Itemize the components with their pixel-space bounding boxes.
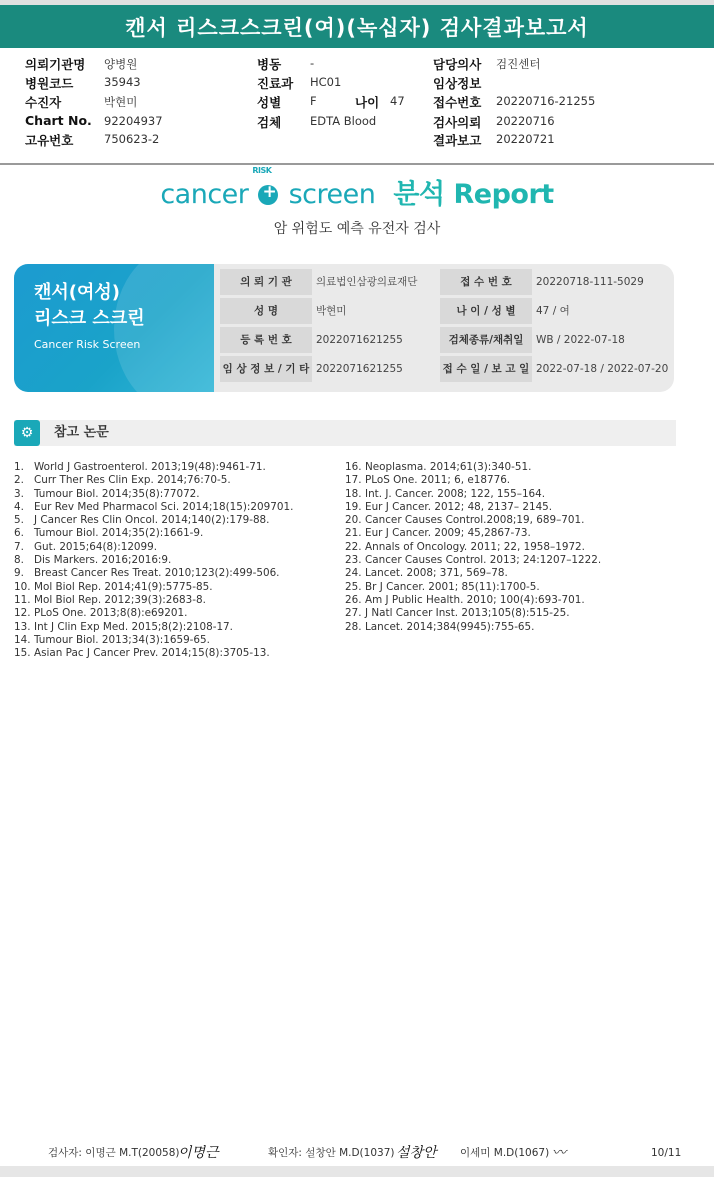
age-value: 47 bbox=[390, 94, 405, 108]
info-label: 병동 bbox=[257, 57, 282, 72]
info-value: 20220716-21255 bbox=[496, 94, 596, 108]
grid-label: 검체종류/채취일 bbox=[440, 327, 532, 353]
reference-text: Mol Biol Rep. 2014;41(9):5775-85. bbox=[34, 580, 213, 593]
confirmer-signature: 설창안 bbox=[396, 1145, 437, 1161]
second-confirmer-signature: 〰 bbox=[552, 1145, 566, 1161]
reference-item bbox=[345, 621, 601, 634]
reference-text: Lancet. 2014;384(9945):755-65. bbox=[365, 620, 535, 633]
reference-item bbox=[14, 594, 293, 607]
reference-item bbox=[14, 514, 293, 527]
reference-text: Asian Pac J Cancer Prev. 2014;15(8):3705-13. bbox=[34, 647, 270, 660]
reference-item bbox=[345, 501, 601, 514]
reference-number: 5. bbox=[14, 514, 24, 527]
info-label: 검사의뢰 bbox=[433, 115, 482, 130]
grid-value: 2022071621255 bbox=[316, 334, 403, 346]
reference-number: 26. bbox=[345, 593, 362, 606]
plus-circle-icon bbox=[258, 185, 278, 205]
reference-number: 11. bbox=[14, 593, 31, 606]
reference-number: 10. bbox=[14, 580, 31, 593]
reference-text: Tumour Biol. 2014;35(2):1661-9. bbox=[34, 527, 204, 540]
reference-number: 6. bbox=[14, 527, 24, 540]
reference-item bbox=[345, 567, 601, 580]
reference-number: 24. bbox=[345, 567, 362, 580]
reference-number: 2. bbox=[14, 474, 24, 487]
reference-item bbox=[14, 527, 293, 540]
info-label: 성별 bbox=[257, 95, 282, 110]
grid-label: 성 명 bbox=[220, 298, 312, 324]
reference-number: 22. bbox=[345, 540, 362, 553]
info-label: 결과보고 bbox=[433, 133, 482, 148]
reference-item bbox=[14, 541, 293, 554]
card-banner bbox=[14, 264, 214, 392]
reference-number: 8. bbox=[14, 554, 24, 567]
grid-value: 2022-07-18 / 2022-07-20 bbox=[536, 363, 669, 375]
reference-item bbox=[345, 514, 601, 527]
logo-risk: RISK bbox=[252, 166, 272, 175]
reference-item bbox=[345, 488, 601, 501]
report-subtitle: 암 위험도 예측 유전자 검사 bbox=[273, 221, 441, 237]
grid-value: 47 / 여 bbox=[536, 305, 570, 317]
reference-text: World J Gastroenterol. 2013;19(48):9461-71. bbox=[34, 461, 266, 473]
reference-item bbox=[345, 461, 601, 474]
reference-text: Dis Markers. 2016;2016:9. bbox=[34, 554, 172, 567]
reference-number: 16. bbox=[345, 461, 362, 473]
info-value: 92204937 bbox=[104, 114, 163, 128]
reference-number: 23. bbox=[345, 554, 362, 567]
grid-label: 접 수 번 호 bbox=[440, 269, 532, 295]
brain-icon: ⚙ bbox=[14, 420, 40, 446]
grid-value: 의료법인삼광의료재단 bbox=[316, 276, 418, 288]
info-value: 35943 bbox=[104, 75, 141, 89]
reference-number: 25. bbox=[345, 580, 362, 593]
reference-number: 13. bbox=[14, 620, 31, 633]
reference-text: Annals of Oncology. 2011; 22, 1958–1972. bbox=[365, 540, 585, 553]
info-label: 수진자 bbox=[25, 95, 62, 110]
examiner-signature: 이명근 bbox=[178, 1145, 219, 1161]
reference-text: Eur Rev Med Pharmacol Sci. 2014;18(15):209701. bbox=[34, 500, 294, 513]
reference-number: 15. bbox=[14, 647, 31, 660]
reference-number: 21. bbox=[345, 527, 362, 540]
reference-number: 12. bbox=[14, 607, 31, 620]
reference-text: Int J Clin Exp Med. 2015;8(2):2108-17. bbox=[34, 620, 233, 633]
reference-text: Int. J. Cancer. 2008; 122, 155–164. bbox=[365, 487, 546, 500]
reference-text: Eur J Cancer. 2012; 48, 2137– 2145. bbox=[365, 500, 553, 513]
grid-label: 접 수 일 / 보 고 일 bbox=[440, 356, 532, 382]
reference-number: 18. bbox=[345, 487, 362, 500]
reference-number: 1. bbox=[14, 461, 24, 473]
reference-text: Cancer Causes Control.2008;19, 689–701. bbox=[365, 514, 585, 527]
info-value: 20220721 bbox=[496, 132, 555, 146]
signature-footer bbox=[0, 1142, 714, 1164]
reference-item bbox=[14, 501, 293, 514]
reference-text: Neoplasma. 2014;61(3):340-51. bbox=[365, 461, 532, 473]
info-value: F bbox=[310, 94, 317, 108]
card-title-line2: 리스크 스크린 bbox=[34, 308, 145, 329]
grid-value: 2022071621255 bbox=[316, 363, 403, 375]
reference-number: 19. bbox=[345, 500, 362, 513]
reference-number: 28. bbox=[345, 620, 362, 633]
reference-item bbox=[345, 594, 601, 607]
info-label: 임상정보 bbox=[433, 76, 482, 91]
info-value: 750623-2 bbox=[104, 132, 160, 146]
reference-item bbox=[14, 634, 293, 647]
reference-number: 3. bbox=[14, 487, 24, 500]
reference-text: Gut. 2015;64(8):12099. bbox=[34, 540, 158, 553]
info-value: 검진센터 bbox=[496, 57, 541, 71]
info-value: - bbox=[310, 56, 315, 70]
grid-value: 박현미 bbox=[316, 305, 347, 317]
reference-item bbox=[345, 607, 601, 620]
info-value: HC01 bbox=[310, 75, 342, 89]
reference-number: 27. bbox=[345, 607, 362, 620]
examiner-label: 검사자: 이명근 M.T(20058) bbox=[48, 1147, 180, 1159]
grid-value: 20220718-111-5029 bbox=[536, 276, 644, 288]
reference-item bbox=[345, 581, 601, 594]
reference-item bbox=[345, 474, 601, 487]
info-label: 고유번호 bbox=[25, 133, 74, 148]
reference-item bbox=[14, 554, 293, 567]
info-value: 박현미 bbox=[104, 95, 138, 109]
reference-text: J Natl Cancer Inst. 2013;105(8):515-25. bbox=[365, 607, 570, 620]
reference-text: Eur J Cancer. 2009; 45,2867-73. bbox=[365, 527, 531, 540]
reference-number: 14. bbox=[14, 633, 31, 646]
reference-text: Lancet. 2008; 371, 569–78. bbox=[365, 567, 508, 580]
reference-text: PLoS One. 2013;8(8):e69201. bbox=[34, 607, 188, 620]
confirmer-label: 확인자: 설창안 M.D(1037) bbox=[268, 1147, 395, 1159]
second-confirmer-label: 이세미 M.D(1067) bbox=[460, 1147, 550, 1159]
grid-label: 나 이 / 성 별 bbox=[440, 298, 532, 324]
card-subtitle: Cancer Risk Screen bbox=[34, 338, 141, 351]
age-label: 나이 bbox=[355, 95, 380, 110]
reference-text: Br J Cancer. 2001; 85(11):1700-5. bbox=[365, 580, 540, 593]
grid-label: 의 뢰 기 관 bbox=[220, 269, 312, 295]
info-label: 담당의사 bbox=[433, 57, 482, 72]
reference-item bbox=[14, 621, 293, 634]
reference-number: 9. bbox=[14, 567, 24, 580]
reference-item bbox=[14, 581, 293, 594]
info-label: 병원코드 bbox=[25, 76, 74, 91]
report-title: 캔서 리스크스크린(여)(녹십자) 검사결과보고서 bbox=[125, 15, 589, 40]
logo-word-cancer: cancer bbox=[160, 179, 249, 210]
patient-info-block bbox=[0, 55, 714, 165]
reference-item bbox=[345, 554, 601, 567]
page-number: 10/11 bbox=[651, 1147, 682, 1159]
reference-number: 17. bbox=[345, 474, 362, 487]
info-label: 검체 bbox=[257, 115, 282, 130]
info-label: 의뢰기관명 bbox=[25, 57, 86, 72]
cancer-screen-logo bbox=[0, 166, 714, 211]
reference-number: 20. bbox=[345, 514, 362, 527]
info-label: 진료과 bbox=[257, 76, 294, 91]
reference-text: Cancer Causes Control. 2013; 24:1207–1222. bbox=[365, 554, 602, 567]
bottom-bar bbox=[0, 1166, 714, 1177]
reference-text: Tumour Biol. 2014;35(8):77072. bbox=[34, 487, 200, 500]
reference-number: 7. bbox=[14, 540, 24, 553]
reference-item bbox=[14, 567, 293, 580]
summary-card bbox=[14, 264, 674, 392]
reference-text: Tumour Biol. 2013;34(3):1659-65. bbox=[34, 633, 210, 646]
reference-text: Breast Cancer Res Treat. 2010;123(2):499-506. bbox=[34, 567, 280, 580]
reference-item bbox=[14, 647, 293, 660]
grid-label: 등 록 번 호 bbox=[220, 327, 312, 353]
logo-word-screen: screen bbox=[288, 179, 376, 210]
info-value: 20220716 bbox=[496, 114, 555, 128]
grid-label: 임 상 정 보 / 기 타 bbox=[220, 356, 312, 382]
references-header bbox=[14, 420, 676, 446]
logo-report: 분석 Report bbox=[393, 179, 554, 210]
info-value: EDTA Blood bbox=[310, 114, 377, 128]
reference-text: J Cancer Res Clin Oncol. 2014;140(2):179-88. bbox=[34, 514, 270, 527]
reference-text: Am J Public Health. 2010; 100(4):693-701. bbox=[365, 593, 585, 606]
reference-item bbox=[14, 488, 293, 501]
info-label: 접수번호 bbox=[433, 95, 482, 110]
reference-text: PLoS One. 2011; 6, e18776. bbox=[365, 474, 511, 487]
reference-item bbox=[14, 474, 293, 487]
references-title: 참고 논문 bbox=[54, 425, 109, 440]
grid-value: WB / 2022-07-18 bbox=[536, 334, 625, 346]
info-label: Chart No. bbox=[25, 113, 92, 128]
card-title-line1: 캔서(여성) bbox=[34, 282, 121, 303]
references-list-left bbox=[14, 461, 293, 660]
info-value: 양병원 bbox=[104, 57, 138, 71]
reference-number: 4. bbox=[14, 500, 24, 513]
report-title-bar bbox=[0, 0, 714, 48]
reference-item bbox=[345, 527, 601, 540]
reference-item bbox=[345, 541, 601, 554]
reference-text: Mol Biol Rep. 2012;39(3):2683-8. bbox=[34, 593, 206, 606]
references-list-right bbox=[345, 461, 601, 634]
reference-item bbox=[14, 607, 293, 620]
reference-item bbox=[14, 461, 293, 474]
card-title bbox=[34, 280, 145, 332]
reference-text: Curr Ther Res Clin Exp. 2014;76:70-5. bbox=[34, 474, 231, 487]
